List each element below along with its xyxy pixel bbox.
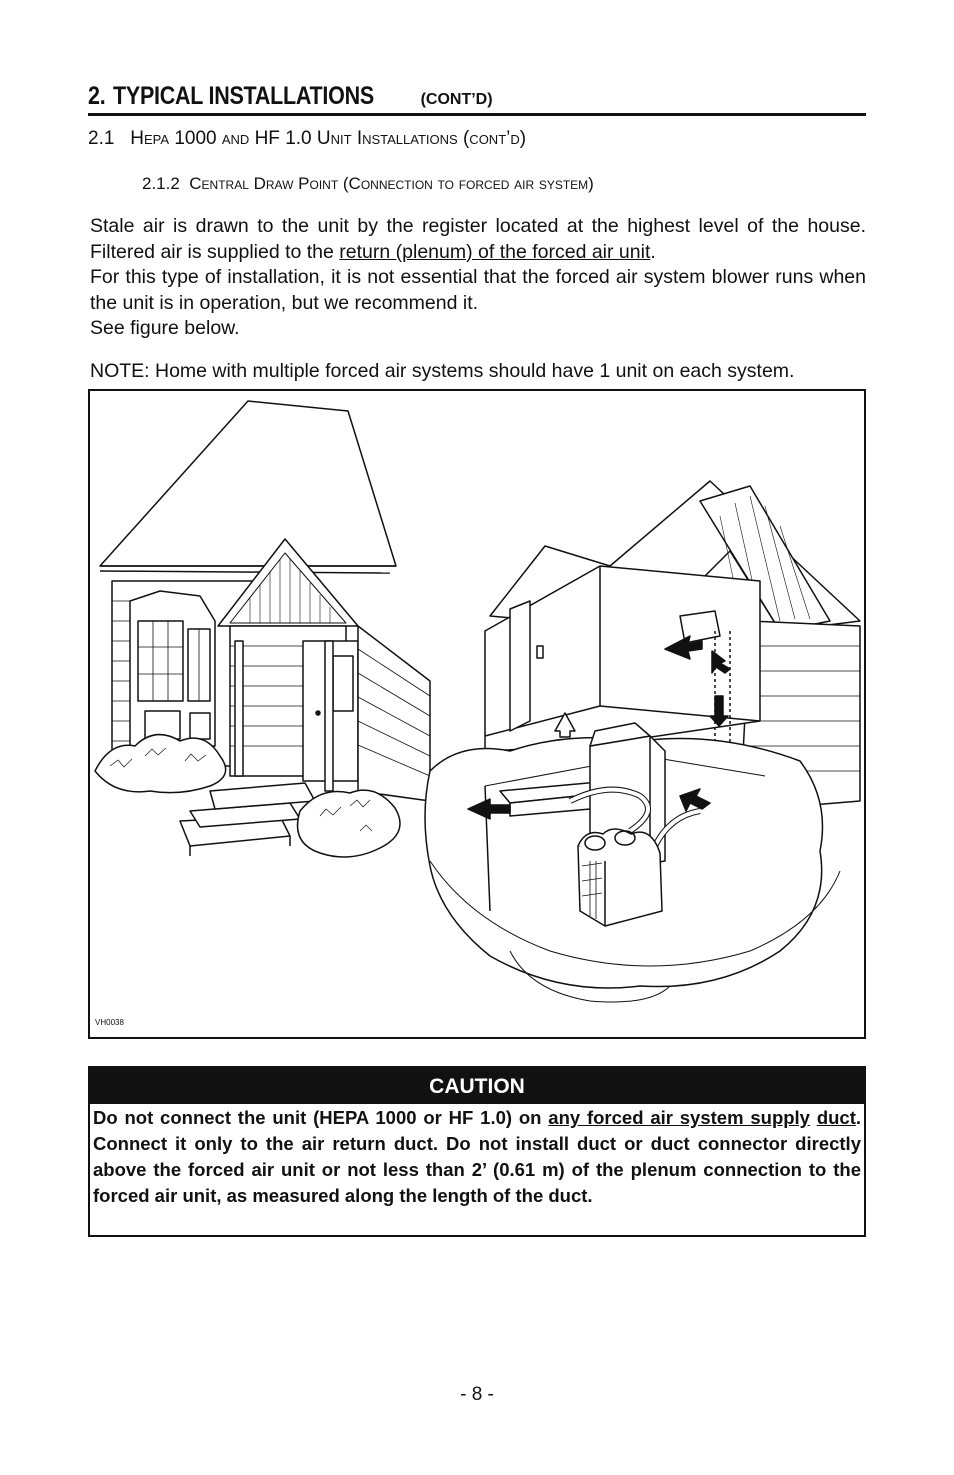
installation-figure [88, 389, 866, 1039]
section-number: 2. [88, 82, 106, 110]
page-number: - 8 - [460, 1384, 494, 1405]
paragraph-3: See figure below. [90, 317, 240, 339]
figure-id: VH0038 [95, 1018, 124, 1027]
caution-heading: CAUTION [90, 1068, 864, 1104]
return-plenum-reference: return (plenum) of the forced air unit [339, 240, 651, 263]
subsubsection-title: Central Draw Point (Connection to forced air system) [189, 174, 594, 193]
subsection-title: Hepa 1000 and HF 1.0 Unit Installations (cont’d) [130, 128, 527, 149]
paragraph-1: Stale air is drawn to the unit by the register located at the highest level of the house. Filtered air is supplied to the return (plenum) of the forced air unit. [90, 215, 866, 263]
body-text [90, 214, 866, 342]
section-suffix: (CONT’D) [420, 91, 493, 108]
section-title: TYPICAL INSTALLATIONS [112, 82, 374, 110]
note-text: NOTE: Home with multiple forced air systems should have 1 unit on each system. [90, 360, 795, 382]
section-heading [88, 82, 866, 116]
house-installation-illustration [90, 391, 864, 1037]
caution-box [88, 1066, 866, 1237]
subsection-number: 2.1 [88, 128, 115, 149]
subsubsection-heading [142, 174, 594, 194]
subsubsection-number: 2.1.2 [142, 174, 180, 193]
subsection-heading [88, 128, 526, 150]
paragraph-2: For this type of installation, it is not essential that the forced air system blower runs when the unit is in operation, but we recommend it. [90, 266, 866, 314]
caution-text: Do not connect the unit (HEPA 1000 or HF 1.0) on any forced air system supply duct. Connect it only to the air return duct. Do not install duct or duct connector directly above the forced air unit or not less than 2’ (0.61 m) of the plenum connection to the forced air unit, as measured along the length of the duct. [93, 1107, 862, 1206]
